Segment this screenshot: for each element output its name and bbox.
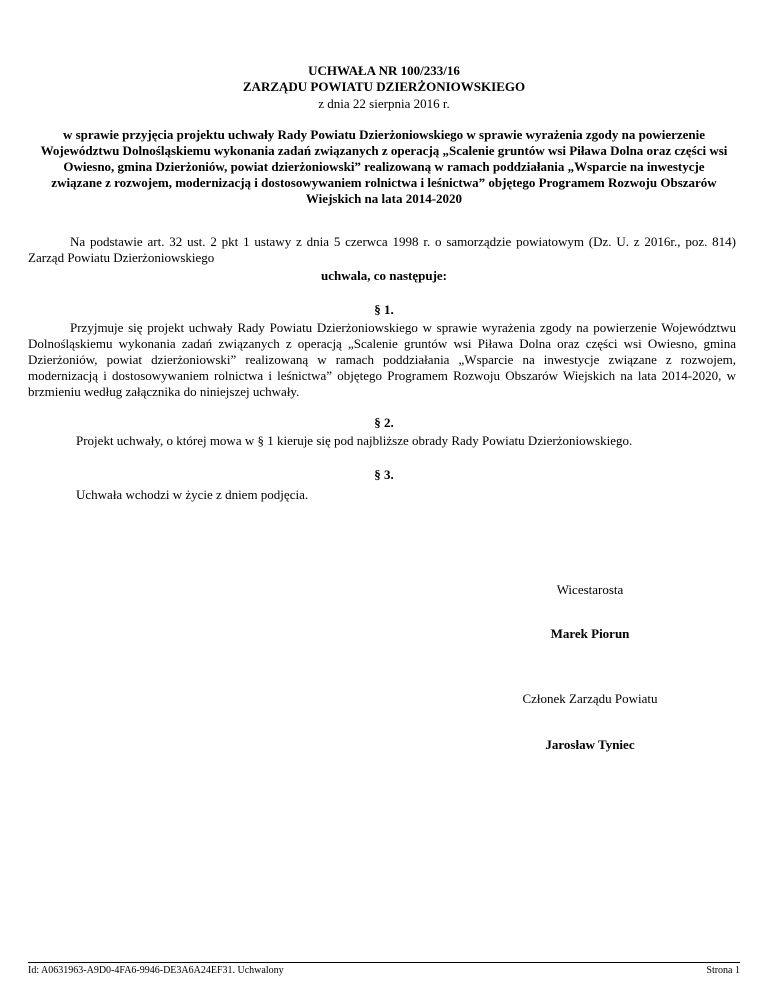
signatory-name-1: Marek Piorun: [550, 626, 630, 641]
title-line-2: ZARZĄDU POWIATU DZIERŻONIOWSKIEGO: [242, 79, 526, 94]
section-text-3: Uchwała wchodzi w życie z dniem podjęcia.: [76, 487, 309, 502]
footer-page-number: Strona 1: [706, 965, 740, 976]
title-line-1: UCHWAŁA NR 100/233/16: [308, 63, 460, 78]
signatory-role-1: Wicestarosta: [556, 582, 624, 597]
document-date: z dnia 22 sierpnia 2016 r.: [318, 96, 450, 111]
legal-basis: Na podstawie art. 32 ust. 2 pkt 1 ustawy z dnia 5 czerwca 1998 r. o samorządzie powiatowym (Dz. U. z 2016r., poz. 814) Zarząd Powiatu Dzierżoniowskiego: [28, 234, 736, 265]
signatory-name-2: Jarosław Tyniec: [545, 737, 635, 752]
footer-document-id: Id: A0631963-A9D0-4FA6-9946-DE3A6A24EF31. Uchwalony: [28, 965, 284, 976]
section-text-2: Projekt uchwały, o której mowa w § 1 kieruje się pod najbliższe obrady Rady Powiatu Dzierżoniowskiego.: [76, 433, 633, 448]
footer-divider: [28, 962, 740, 963]
document-title: [0, 63, 768, 95]
document-subject: w sprawie przyjęcia projektu uchwały Rady Powiatu Dzierżoniowskiego w sprawie wyrażenia zgody na powierzenie Województwu Dolnośląskiemu wykonania zadań związanych z operacją „Scalenie gruntów wsi Piława Dolna oraz części wsi Owiesno, gmina Dzierżoniów, powiat dzierżoniowski” realizowaną w ramach poddziałania „Wsparcie na inwestycje związane z rozwojem, modernizacją i dostosowywaniem rolnictwa i leśnictwa” objętego Programem Rozwoju Obszarów Wiejskich na lata 2014-2020: [40, 127, 728, 206]
section-heading-2: § 2.: [374, 415, 394, 430]
signatory-role-2: Członek Zarządu Powiatu: [522, 691, 658, 706]
section-heading-1: § 1.: [374, 302, 394, 317]
section-text-1: Przyjmuje się projekt uchwały Rady Powiatu Dzierżoniowskiego w sprawie wyrażenia zgody na powierzenie Województwu Dolnośląskiemu wykonania zadań związanych z operacją „Scalenie gruntów wsi Piława Dolna oraz części wsi Owiesno, gmina Dzierżoniów, powiat dzierżoniowski” realizowaną w ramach poddziałania „Wsparcie na inwestycje związane z rozwojem, modernizacją i dostosowywaniem rolnictwa i leśnictwa” objętego Programem Rozwoju Obszarów Wiejskich na lata 2014-2020, w brzmieniu według załącznika do niniejszej uchwały.: [28, 320, 736, 399]
section-heading-3: § 3.: [374, 467, 394, 482]
resolution-statement: uchwala, co następuje:: [320, 268, 448, 283]
